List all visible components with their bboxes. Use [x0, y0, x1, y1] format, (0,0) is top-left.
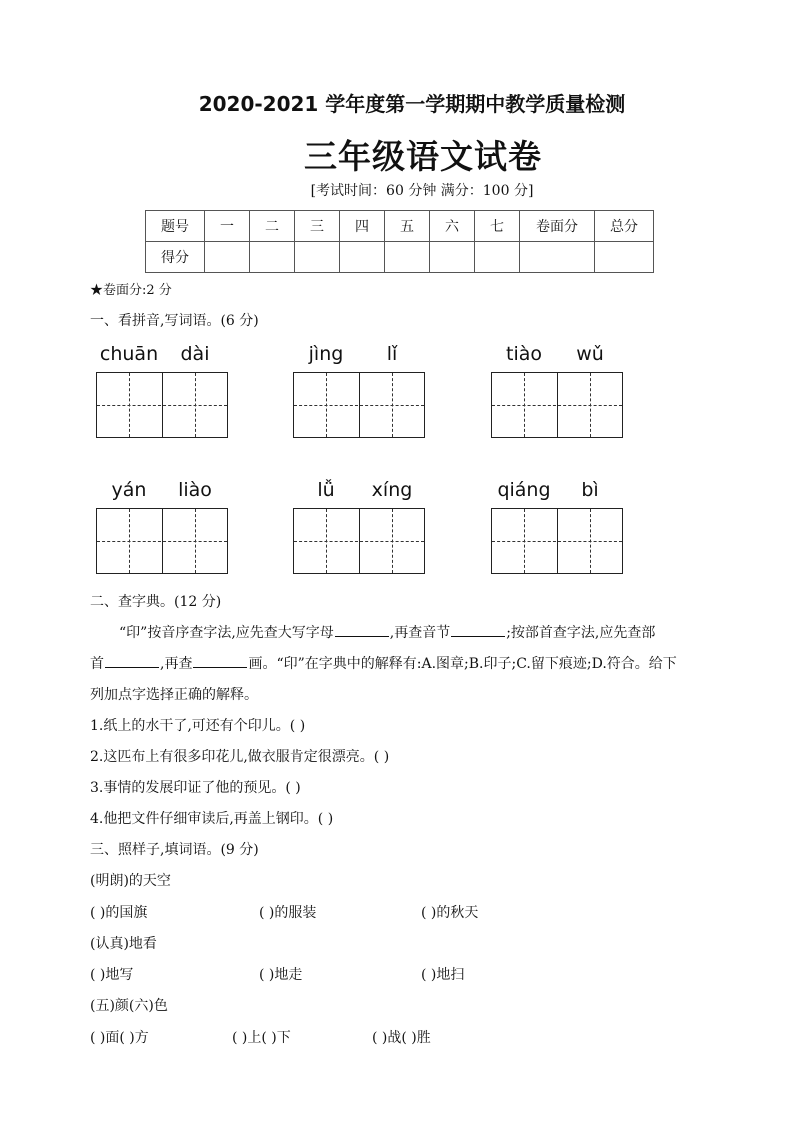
score-cell: 一 [205, 211, 250, 242]
pinyin: jìng [308, 343, 344, 365]
writing-grid[interactable] [491, 508, 623, 574]
question-item: 1.纸上的水干了,可还有个印儿。( ) [90, 718, 306, 734]
section2-paragraph: 列加点字选择正确的解释。 [90, 687, 258, 703]
neatness-note: ★卷面分:2 分 [90, 283, 172, 298]
fill-row[interactable]: ( )地写 [90, 967, 134, 983]
fill-row[interactable]: ( )地扫 [421, 967, 465, 983]
score-cell: 五 [385, 211, 430, 242]
score-cell: 题号 [146, 211, 205, 242]
writing-grid[interactable] [293, 508, 425, 574]
section3-title: 三、照样子,填词语。(9 分) [90, 842, 259, 858]
score-cell: 三 [295, 211, 340, 242]
text: “印”按音序查字法,应先查大写字母 [119, 625, 334, 641]
score-input-cell[interactable] [340, 242, 385, 273]
score-cell: 得分 [146, 242, 205, 273]
pinyin: tiào [506, 343, 542, 365]
score-input-cell[interactable] [295, 242, 340, 273]
pinyin: dài [180, 343, 210, 365]
section1-title: 一、看拼音,写词语。(6 分) [90, 313, 259, 329]
fill-row[interactable]: ( )的国旗 [90, 905, 148, 921]
section2-paragraph [90, 657, 677, 671]
score-cell: 六 [430, 211, 475, 242]
fill-row[interactable]: ( )的服装 [259, 905, 317, 921]
writing-grid[interactable] [96, 372, 228, 438]
score-input-cell[interactable] [520, 242, 595, 273]
score-input-cell[interactable] [595, 242, 654, 273]
score-table-header-row [146, 211, 654, 242]
example: (明朗)的天空 [90, 873, 171, 889]
score-input-cell[interactable] [385, 242, 430, 273]
score-cell: 二 [250, 211, 295, 242]
pinyin: xíng [371, 479, 413, 501]
score-table [145, 210, 654, 273]
text: ,再查音节 [389, 625, 451, 641]
page-title: 三年级语文试卷 [304, 137, 542, 176]
answer-blank[interactable] [335, 635, 389, 637]
pinyin: yán [111, 479, 147, 501]
exam-header: 2020-2021 学年度第一学期期中教学质量检测 [198, 92, 626, 116]
text: 首 [90, 656, 104, 672]
text: ;按部首查字法,应先查部 [506, 625, 656, 641]
fill-row[interactable]: ( )的秋天 [421, 905, 479, 921]
question-item: 3.事情的发展印证了他的预见。( ) [90, 780, 301, 796]
example: (五)颜(六)色 [90, 998, 168, 1014]
answer-blank[interactable] [193, 666, 247, 668]
text: 画。“印”在字典中的解释有:A.图章;B.印子;C.留下痕迹;D.符合。给下 [248, 656, 677, 672]
example: (认真)地看 [90, 936, 157, 952]
answer-blank[interactable] [451, 635, 505, 637]
score-cell: 四 [340, 211, 385, 242]
pinyin: chuān [99, 343, 159, 365]
question-item: 4.他把文件仔细审读后,再盖上钢印。( ) [90, 811, 334, 827]
pinyin: lǚ [317, 479, 335, 501]
pinyin: liào [178, 479, 212, 501]
fill-row[interactable]: ( )面( )方 [90, 1030, 149, 1046]
section2-paragraph [119, 626, 655, 640]
fill-row[interactable]: ( )地走 [259, 967, 303, 983]
fill-row[interactable]: ( )战( )胜 [372, 1030, 431, 1046]
pinyin: wǔ [576, 343, 604, 365]
text: ,再查 [160, 656, 193, 672]
pinyin: qiáng [497, 479, 551, 501]
writing-grid[interactable] [293, 372, 425, 438]
question-item: 2.这匹布上有很多印花儿,做衣服肯定很漂亮。( ) [90, 749, 390, 765]
score-table-score-row [146, 242, 654, 273]
score-cell: 卷面分 [520, 211, 595, 242]
score-cell: 七 [475, 211, 520, 242]
fill-row[interactable]: ( )上( )下 [232, 1030, 291, 1046]
score-input-cell[interactable] [430, 242, 475, 273]
score-input-cell[interactable] [475, 242, 520, 273]
pinyin: lǐ [386, 343, 398, 365]
score-input-cell[interactable] [205, 242, 250, 273]
pinyin: bì [581, 479, 599, 501]
writing-grid[interactable] [491, 372, 623, 438]
section2-title: 二、查字典。(12 分) [90, 594, 222, 610]
writing-grid[interactable] [96, 508, 228, 574]
answer-blank[interactable] [105, 666, 159, 668]
exam-info: [考试时间：60 分钟 满分：100 分] [310, 183, 534, 199]
score-cell: 总分 [595, 211, 654, 242]
score-input-cell[interactable] [250, 242, 295, 273]
